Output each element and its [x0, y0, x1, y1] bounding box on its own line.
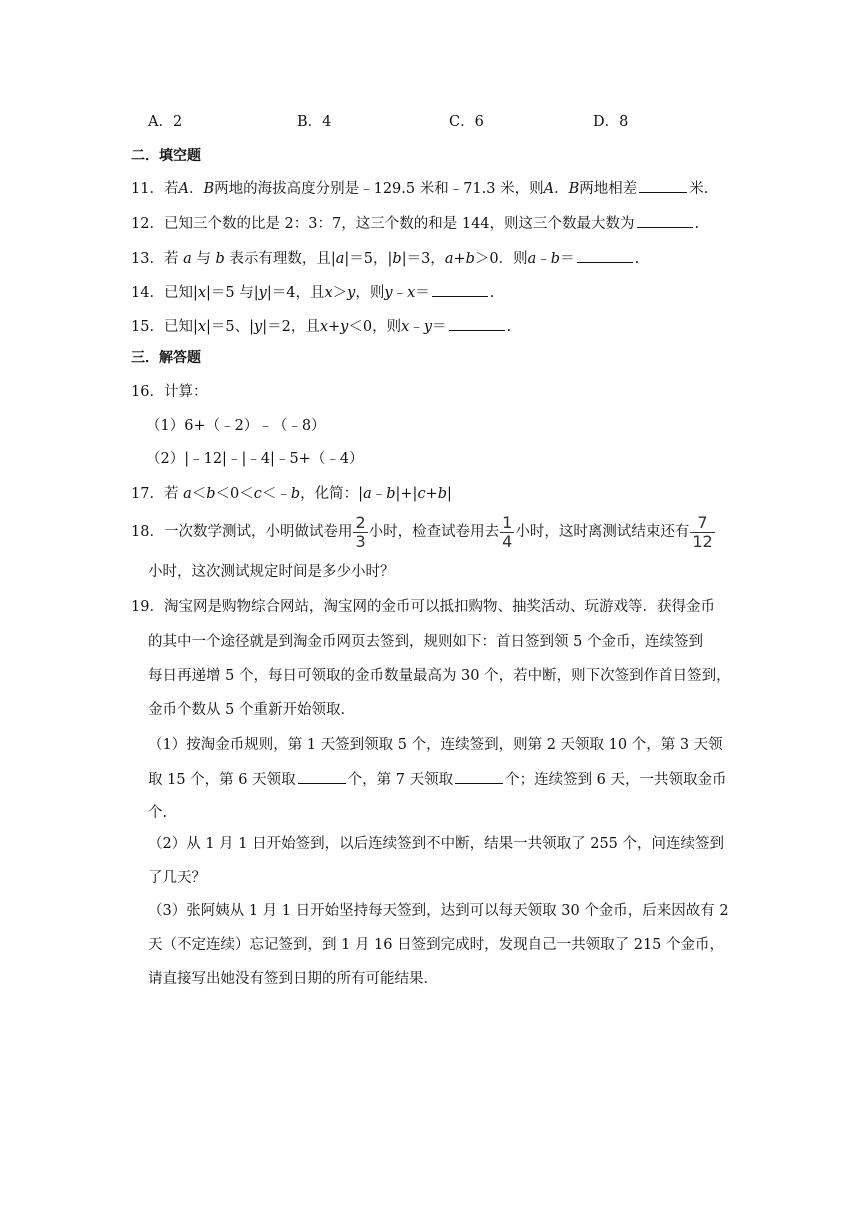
answer-blank[interactable]	[449, 316, 505, 331]
fraction-two-thirds: $\frac{2}{3}$	[355, 512, 366, 551]
question-11: 11．若A．B两地的海拔高度分别是﹣129.5 米和﹣71.3 米，则A．B两地相差 米.	[131, 178, 708, 199]
question-19-part-2: （2）从 1 月 1 日开始签到，以后连续签到不中断，结果一共领取了 255 个，问连续签到	[148, 836, 725, 852]
question-19-part-3-line-2: 天（不定连续）忘记签到，到 1 月 16 日签到完成时，发现自己一共领取了 215 个金币，	[148, 937, 725, 953]
answer-blank[interactable]	[455, 769, 503, 784]
answer-blank[interactable]	[577, 248, 633, 263]
question-13: 13．若 a 与 b 表示有理数，且|a|＝5，|b|＝3，a+b＞0．则a﹣b＝ .	[131, 248, 639, 269]
option-d: D．8	[593, 114, 629, 130]
question-number: 14．	[131, 285, 164, 301]
option-a: A．2	[148, 114, 183, 130]
fraction-seven-twelfths: $\frac{7}{12}$	[692, 512, 713, 551]
option-c: C．6	[449, 114, 484, 130]
question-19-part-1-line-2: 取 15 个，第 6 天领取 个，第 7 天领取 个；连续签到 6 天，一共领取金币	[148, 769, 727, 790]
question-19-line-4: 金币个数从 5 个重新开始领取．	[148, 702, 355, 718]
question-14: 14．已知|x|＝5 与|y|＝4，且x＞y，则y﹣x＝ .	[131, 282, 494, 303]
question-18-continued: 小时，这次测试规定时间是多少小时？	[148, 564, 395, 580]
question-number: 18．	[131, 524, 164, 540]
question-number: 17．	[131, 486, 164, 502]
question-12: 12．已知三个数的比是 2：3：7，这三个数的和是 144，则这三个数最大数为 .	[131, 213, 699, 234]
question-number: 12．	[131, 216, 164, 232]
section-title-solve: 三．解答题	[131, 350, 201, 366]
fraction-one-quarter: $\frac{1}{4}$	[502, 512, 513, 551]
question-19-part-1-line-3: 个．	[148, 805, 177, 821]
question-16: 16．计算：	[131, 384, 208, 400]
question-16-part-2: （2）|﹣12|﹣|﹣4|﹣5+（﹣4）	[146, 451, 364, 467]
section-title-fill-in: 二．填空题	[131, 148, 201, 164]
answer-blank[interactable]	[298, 769, 346, 784]
question-17: 17．若 a＜b＜0＜c＜﹣b，化简：|a﹣b|+|c+b|	[131, 486, 452, 502]
option-b: B．4	[297, 114, 332, 130]
question-15: 15．已知|x|＝5、|y|＝2，且x+y＜0，则x﹣y＝ .	[131, 316, 511, 337]
question-16-part-1: （1）6+（﹣2）﹣（﹣8）	[146, 418, 326, 434]
question-number: 13．	[131, 251, 164, 267]
question-number: 19．	[131, 599, 164, 615]
answer-blank[interactable]	[637, 213, 693, 228]
answer-blank[interactable]	[639, 178, 687, 193]
question-18: 18．一次数学测试，小明做试卷用 $\frac{2}{3}$ 小时，检查试卷用去 $\frac{1}{4}$ 小时，这时离测试结束还有 $\frac{7}{12}$	[131, 512, 713, 551]
answer-blank[interactable]	[432, 282, 488, 297]
question-19-line-2: 的其中一个途径就是到淘金币网页去签到，规则如下：首日签到领 5 个金币，连续签到	[148, 634, 703, 650]
question-number: 15．	[131, 319, 164, 335]
question-19: 19．淘宝网是购物综合网站，淘宝网的金币可以抵扣购物、抽奖活动、玩游戏等．获得金币	[131, 599, 715, 615]
question-19-part-3-line-3: 请直接写出她没有签到日期的所有可能结果．	[148, 971, 438, 987]
question-19-part-3: （3）张阿姨从 1 月 1 日开始坚持每天签到，达到可以每天领取 30 个金币，后来因故有 2	[148, 903, 729, 919]
question-19-line-3: 每日再递增 5 个，每日可领取的金币数量最高为 30 个，若中断，则下次签到作首日签到，	[148, 668, 731, 684]
question-19-part-2-line-2: 了几天？	[148, 870, 206, 886]
question-number: 11．	[131, 181, 164, 197]
question-number: 16．	[131, 384, 164, 400]
question-19-part-1: （1）按淘金币规则，第 1 天签到领取 5 个，连续签到，则第 2 天领取 10 个，第 3 天领	[148, 737, 723, 753]
